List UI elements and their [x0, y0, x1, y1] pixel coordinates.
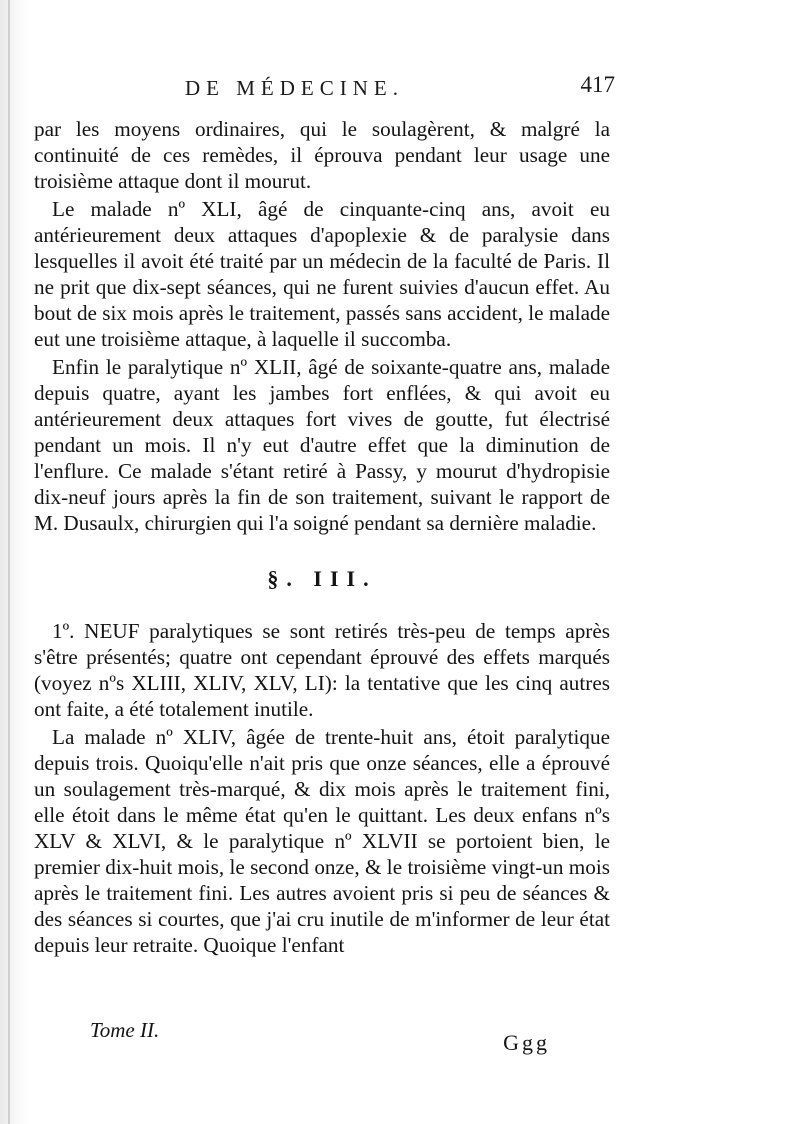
section-heading: §. III.	[267, 566, 377, 591]
paragraph-neuf-paralytiques: 1º. NEUF paralytiques se sont retirés très-peu de temps après s'être présentés; quatre ont cependant éprouvé des effets marqués (voyez nºs XLIII, XLIV, XLV, LI): la tentative que les cinq autres ont faite, a été totalement inutile.	[34, 619, 610, 721]
page-number: 417	[580, 72, 615, 97]
paragraph-paralytique-xlii: Enfin le paralytique nº XLII, âgé de soixante-quatre ans, malade depuis quatre, ayant les jambes fort enflées, & qui avoit eu antérieurement deux attaques fort vives de goutte, fut électrisé pendant un mois. Il n'y eut d'autre effet que la diminution de l'enflure. Ce malade s'étant retiré à Passy, y mourut d'hydropisie dix-neuf jours après la fin de son traitement, suivant le rapport de M. Dusaulx, chirurgien qui l'a soigné pendant sa dernière maladie.	[34, 355, 610, 535]
running-head	[185, 70, 615, 110]
page-footer	[90, 1018, 550, 1058]
paragraph-malade-xliv: La malade nº XLIV, âgée de trente-huit ans, étoit paralytique depuis trois. Quoiqu'elle n'ait pris que onze séances, elle a éprouvé un soulagement très-marqué, & dix mois après le traitement fini, elle étoit dans le même état qu'en le quittant. Les deux enfans nºs XLV & XLVI, & le paralytique nº XLVII se portoient bien, le premier dix-huit mois, le second onze, & le troisième vingt-un mois après le traitement fini. Les autres avoient pris si peu de séances & des séances si courtes, que j'ai cru inutile de m'informer de leur état depuis leur retraite. Quoique l'enfant	[34, 725, 610, 957]
volume-label: Tome II.	[90, 1018, 160, 1042]
body-text	[34, 116, 610, 959]
page-gutter-shadow	[8, 0, 10, 1124]
paragraph-continuation: par les moyens ordinaires, qui le soulagèrent, & malgré la continuité de ces remèdes, il éprouva pendant leur usage une troisième attaque dont il mourut.	[34, 117, 610, 193]
signature-mark: Ggg	[503, 1030, 550, 1055]
running-title: DE MÉDECINE.	[185, 76, 404, 100]
paragraph-malade-xli: Le malade nº XLI, âgé de cinquante-cinq ans, avoit eu antérieurement deux attaques d'apoplexie & de paralysie dans lesquelles il avoit été traité par un médecin de la faculté de Paris. Il ne prit que dix-sept séances, qui ne furent suivies d'aucun effet. Au bout de six mois après le traitement, passés sans accident, le malade eut une troisième attaque, à laquelle il succomba.	[34, 197, 611, 351]
